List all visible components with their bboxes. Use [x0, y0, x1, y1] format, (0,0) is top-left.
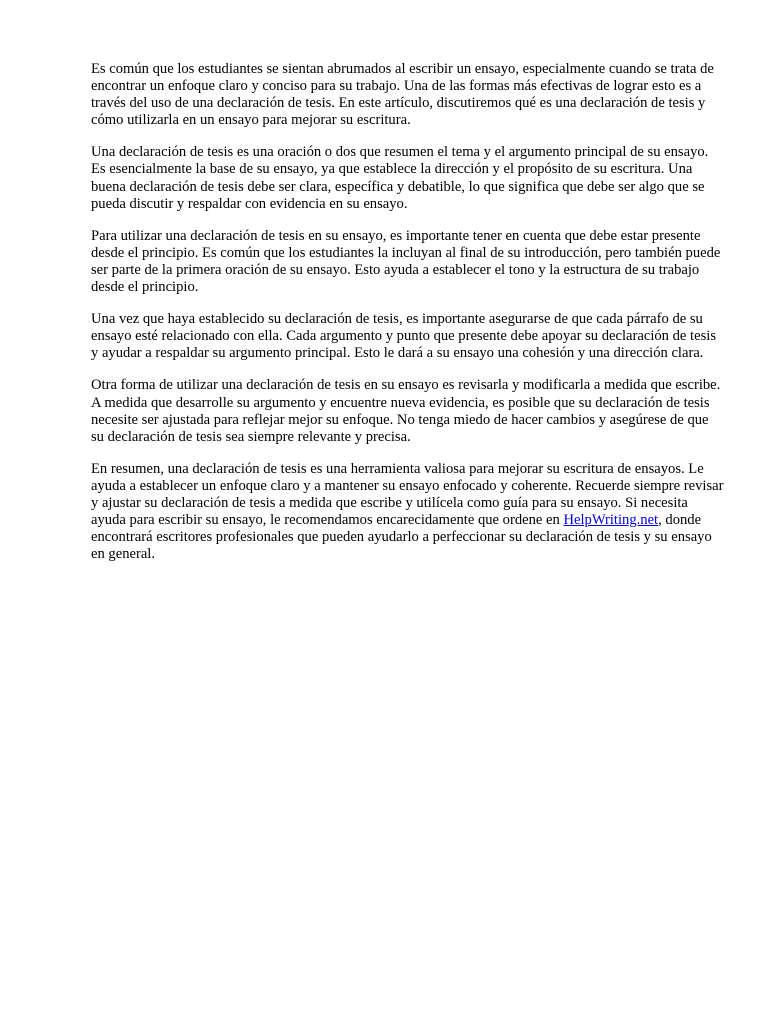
- paragraph-intro: Es común que los estudiantes se sientan abrumados al escribir un ensayo, especialmente cuando se trata de encontrar un enfoque claro y conciso para su trabajo. Una de las formas más efectivas de lograr esto es a través del uso de una declaración de tesis. En este artículo, discutiremos qué es una declaración de tesis y cómo utilizarla en un ensayo para mejorar su escritura.: [91, 61, 714, 129]
- paragraph-coherence: Una vez que haya establecido su declaración de tesis, es importante asegurarse de que cada párrafo de su ensayo esté relacionado con ella. Cada argumento y punto que presente debe apoyar su declaración de tesis y ayudar a respaldar su argumento principal. Esto le dará a su ensayo una cohesión y una dirección clara.: [91, 311, 716, 362]
- conclusion-text-after-link: , donde encontrará escritores profesionales que pueden ayudarlo a perfeccionar su declaración de tesis y su ensayo en general.: [91, 512, 712, 563]
- paragraph-conclusion: [91, 461, 724, 564]
- helpwriting-link[interactable]: HelpWriting.net: [563, 512, 659, 529]
- paragraph-definition: Una declaración de tesis es una oración o dos que resumen el tema y el argumento principal de su ensayo. Es esencialmente la base de su ensayo, ya que establece la dirección y el propósito de su escritura. Una buena declaración de tesis debe ser clara, específica y debatible, lo que significa que debe ser algo que se pueda discutir y respaldar con evidencia en su ensayo.: [91, 144, 709, 212]
- paragraph-usage: Para utilizar una declaración de tesis en su ensayo, es importante tener en cuenta que debe estar presente desde el principio. Es común que los estudiantes la incluyan al final de su introducción, pero también puede ser parte de la primera oración de su ensayo. Esto ayuda a establecer el tono y la estructura de su trabajo desde el principio.: [91, 227, 721, 296]
- conclusion-text-before-link: En resumen, una declaración de tesis es una herramienta valiosa para mejorar su escritura de ensayos. Le ayuda a establecer un enfoque claro y a mantener su ensayo enfocado y coherente. Recuerde siempre revisar y ajustar su declaración de tesis a medida que escribe y utilícela como guía para su ensayo. Si necesita ayuda para escribir su ensayo, le recomendamos encarecidamente que ordene en: [91, 460, 724, 529]
- document-page: [91, 61, 724, 578]
- paragraph-revision: Otra forma de utilizar una declaración de tesis en su ensayo es revisarla y modificarla a medida que escribe. A medida que desarrolle su argumento y encuentre nueva evidencia, es posible que su declaración de tesis necesite ser ajustada para reflejar mejor su enfoque. No tenga miedo de hacer cambios y asegúrese de que su declaración de tesis sea siempre relevante y precisa.: [91, 377, 721, 445]
